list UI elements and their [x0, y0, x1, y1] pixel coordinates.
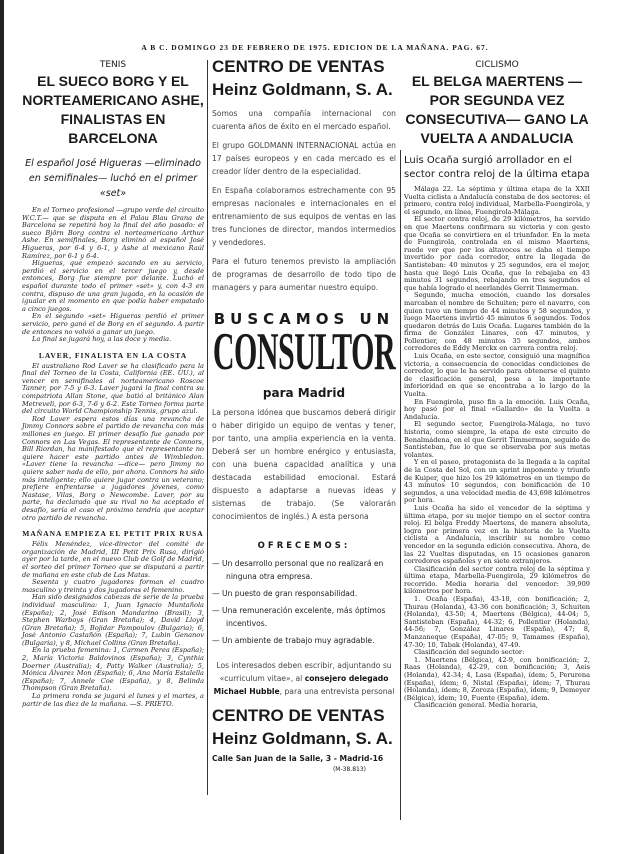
paragraph: Rod Laver espera estos días una revancha de Jimmy Connors sobre el partido de revancha con más millones en juego. El primer desafío fue ganado por Connors en Las Vegas. El representante de Connors, Bill Riordan, ha manifestado que el representante no quiere hacer este partido antes de Wimbledon. «Laver tiene la revancha —dice— pero Jimmy no quiere saber nada de ello, por ahora. Connors ha sido más inteligente; ello quiere jugar contra un veterano; prefiere enfrentarse a jugadores jóvenes, como Nastase, Vilas, Borg o Newcombe. Laver, por su parte, ha declarado que su rival no ha aceptado el desafío, sería el caso el próximo tendría que aceptar otro partido de revancha.	[22, 414, 204, 522]
job-advertisement	[212, 55, 396, 773]
paragraph: En la prueba femenina: 1, Carmen Perea (España); 2, María Victoria Baldovinos (España); 3, Cynthia Doerner (Australia); 4, Patty Walker (Australia); 5, Mónica Álvarez Mon (España); 6, Ana María Estalella (España); 7, Annele Coe (España), y 8, Belinda Thompson (Gran Bretaña).	[22, 646, 204, 693]
ad-reference-code: (M-38.813)	[332, 766, 366, 773]
section-label: CICLISMO	[475, 60, 519, 70]
ad-paragraph: En España colaboramos estrechamente con 95 empresas nacionales e internacionales en el entrenamiento de sus equipos de ventas en las tres funciones de director, mandos intermedios y vendedores.	[212, 186, 396, 247]
ad-offer-item: — Un ambiente de trabajo muy agradable.	[212, 636, 375, 645]
ad-paragraph: Para el futuro tenemos previsto la ampliación de programas de desarrollo de todo tipo de managers y para aumentar nuestro equipo.	[212, 257, 396, 292]
tennis-article	[22, 57, 204, 708]
ad-profile: La persona idónea que buscamos deberá dirigir o haber dirigido un equipo de ventas y tener, por tanto, una amplia experiencia en la venta. Deberá ser un hombre enérgico y entusiasta, con una buena capacidad analítica y una destacada estabilidad emocional. Estará dispuesto a adaptarse a nuevas ideas y sistemas de trabajo. (Se valorarán conocimientos de inglés.) A esta persona	[212, 408, 396, 521]
ad-paragraph: El grupo GOLDMANN INTERNACIONAL actúa en 17 países europeos y en cada mercado es el creador líder dentro de la especialidad.	[212, 141, 396, 176]
paragraph: En el Torneo profesional —grupo verde del circuito W.C.T.— que se disputa en el Palau Blau Grana de Barcelona se repetirá hoy la final del año pasado: el sueco Björn Borg contra el norteamericano Arthur Ashe. En semifinales, Borg eliminó al español José Higueras, por 6-4 y 6-1, y Ashe al mexicano Raúl Ramírez, por 6-1 y 6-4.	[22, 206, 204, 260]
contact-text: , para una entrevista personal	[279, 687, 395, 696]
paragraph: Sesenta y cuatro jugadores forman el cuadro masculino y treinta y dos jugadoras el femenino.	[22, 578, 204, 594]
paragraph: Higueras, que empezó sacando en su servicio, perdió el servicio en el tercer juego y, desde entonces, Borg fue siempre por delante. Luchó el español durante todo el primer «set» y, con 4-3 en contra, dispuso de una gran jugada, en la ocasión de igualar en el momento en que podía haber empatado a cinco juegos.	[22, 259, 204, 313]
ad-position-title: CONSULTOR	[212, 323, 396, 381]
column-rule	[207, 60, 208, 795]
article-headline: EL BELGA MAERTENS —POR SEGUNDA VEZ CONSECUTIVA— GANO LA VUELTA A ANDALUCIA	[405, 73, 589, 146]
paragraph: En Fuengirola, puso fin a la emoción. Luis Ocaña, hoy pasó por el final «Gallardo» de la Vuelta a Andalucía.	[404, 397, 590, 421]
ad-offer-item: — Un desarrollo personal que no realizará en ninguna otra empresa.	[212, 559, 384, 581]
paragraph: 1. Maertens (Bélgica), 42-9, con bonificación; 2, Raas (Holanda), 42-29, con bonificación; 3, Aeis (Holanda), 42-34; 4, Lasa (España), ídem; 5, Perurena (España), ídem; 6, Nistal (España), ídem; 7, Thurau (Holanda), ídem; 8, Zoroza (España), ídem; 9, Demeyer (Bélgica), ídem; 10, Fuente (España), ídem.	[404, 655, 590, 702]
contact-text: Los interesados deben escribir, adjuntando su «curriculum vitae», al	[216, 661, 392, 683]
page-edge	[0, 0, 4, 854]
paragraph: Félix Menéndez, vice-director del comité de organización de Madrid, III Petit Prix Rusa, dirigió ayer por la tarde, en el nuevo Club de Golf de Madrid, el sorteo del primer Torneo que se disputará a partir de mañana en este club de Las Matas.	[22, 540, 204, 579]
masthead: A B C. DOMINGO 23 DE FEBRERO DE 1975. EDICION DE LA MAÑANA. PAG. 67.	[141, 43, 489, 52]
paragraph: El sector contra reloj, de 29 kilómetros, ha servido en que Maertens confirmara su victoria y con gesto que Ocaña se convirtiera en el triunfador. En la meta de Fuengirola, controlada en el mismo Maertens, ruede ver que por los altavoces se daba el tiempo invertido por cada corredor, entre la llegada de Santisteban: 40 minutos y 25 segundos, era el mejor, hasta que llegó Luis Ocaña, que lo rebajaba en 43 minutos 31 segundos, rebajando en tres segundos el que había logrado el neerlandés Gerrit Timmerman.	[404, 215, 590, 292]
paragraph: El segundo sector, Fuengirola-Málaga, no tuvo historia, como siempre, la etapa de este circuito de Benalmádena, en el que Gerrit Timmerman, seguido de Santisteban, fue lo que se observaba por sus metas volantes.	[404, 420, 590, 459]
subheading: LAVER, FINALISTA EN LA COSTA	[38, 350, 188, 360]
paragraph: Luis Ocaña ha sido el vencedor de la séptima y última etapa, por su mejor tiempo en el sector contra reloj. El belga Freddy Maertens, de manera absoluta, logra por primera vez en la historia de la Vuelta ciclista a Andalucía, inscribir su nombre como vencedor en la segunda edición consecutiva. Ahora, de las 22 Vueltas disputadas, en 15 ocasiones ganaron corredores españoles y en siete extranjeros.	[404, 503, 590, 566]
column-rule	[400, 150, 401, 820]
ad-offers-heading: OFRECEMOS:	[257, 541, 351, 551]
paragraph: Clasificación del segundo sector:	[414, 648, 525, 657]
ad-footer-title: CENTRO DE VENTAS	[212, 706, 385, 725]
ad-paragraph: Somos una compañía internacional con cuarenta años de éxito en el mercado español.	[212, 109, 396, 131]
ad-company-title: CENTRO DE VENTAS	[212, 57, 385, 76]
paragraph: Y en el paseo, protagonista de la llegada a la capital de la Costa del Sol, con un sprint imponente y triunfo de Kuiper, que hizo los 29 kilómetros en un tiempo de 43 minutos 10 segundos, con bonificación de 10 segundos, a una velocidad media de 43,698 kilómetros por hora.	[404, 458, 590, 505]
paragraph: Clasificación general. Media horaria,	[414, 701, 538, 710]
subheading: MAÑANA EMPIEZA EL PETIT PRIX RUSA	[22, 529, 204, 539]
cycling-article	[404, 57, 590, 710]
ad-location: para Madrid	[262, 386, 346, 400]
paragraph: Málaga 22. La séptima y última etapa de la XXII Vuelta ciclista a Andalucía constaba de dos sectores: el primero, contra reloj individual, Marbella-Fuengirola, y el segundo, en línea, Fuengirola-Málaga.	[404, 185, 590, 216]
ad-company-name: Heinz Goldmann, S. A.	[212, 80, 393, 99]
paragraph: Han sido designados cabezas de serie de la prueba individual masculina: 1, Juan Ignacio Muntañola (España); 2, José Edison Mandarino (Brasil); 3, Stephen Warboys (Gran Bretaña); 4, David Lloyd (Gran Bretaña); 5, Bojidar Pampoulov (Bulgaria); 6, José Antonio Castañón (España); 7, Lubin Genanov (Bulgaria), y 8, Michael Collins (Gran Bretaña).	[22, 593, 204, 647]
paragraph: La primera ronda se jugará el lunes y el martes, a partir de las diez de la mañana. —S. PRIETO.	[22, 692, 204, 708]
article-headline: EL SUECO BORG Y EL NORTEAMERICANO ASHE, FINALISTAS EN BARCELONA	[22, 73, 204, 146]
article-subtitle: El español José Higueras —eliminado en semifinales— luchó en el primer «set»	[25, 158, 201, 199]
ad-footer-company: Heinz Goldmann, S. A.	[212, 729, 393, 748]
paragraph: Segundo, mucha emoción, cuando los dorsales marcaban el nombre de Schuiten; pero el navarro, con quien tuvo un tiempo de 44 minutos y 58 segundos, y luego Maertens invirtió 45 minutos 6 segundos. Todos quedaron detrás de Luis Ocaña. Lugares también de la firma de González Linares, con 47 minutos, y Pollentier, con 48 minutos 35 segundos, ambos corredores de Eddy Merckx en carrera contra reloj.	[404, 291, 590, 353]
ad-position-block	[212, 323, 396, 386]
paragraph: El australiano Rod Laver se ha clasificado para la final del Torneo de la Costa, California (EE. UU.), al vencer en semifinales al norteamericano Roscoe Tanner, por 7-5 y 6-3. Laver jugará la final contra su compatriota Allan Stone, que batió al británico Alan Metreveli, por 6-3, 7-6 y 6-2. Este Torneo forma parte del circuito World Championship Tennis, grupo azul.	[22, 361, 204, 416]
paragraph: Luis Ocaña, en este sector, consiguió una magnífica victoria, a consecuencia de conocidas condiciones de corredor, lo que le ha servido para obtenerse el quinto de clasificación general, pese a la importante inferioridad en que se encontraba a lo largo de la Vuelta.	[404, 352, 590, 399]
paragraph: Clasificación del sector contra reloj de la séptima y última etapa, Marbella-Fuengirola, 29 kilómetros de recorrido. Media horaria del vencedor: 39,909 kilómetros por hora.	[404, 564, 590, 596]
contact-person: consejero delegado Michael Hubble	[213, 674, 389, 696]
ad-offer-item: — Una remuneración excelente, más óptimos incentivos.	[212, 606, 386, 628]
ad-offer-item: — Un puesto de gran responsabilidad.	[212, 589, 358, 598]
paragraph: La final se jugará hoy, a las doce y media.	[32, 335, 172, 344]
section-label: TENIS	[99, 60, 127, 70]
ad-contact	[212, 659, 396, 698]
ad-address: Calle San Juan de la Salle, 3 - Madrid-16	[212, 754, 384, 763]
paragraph: 1. Ocaña (España), 43-18, con bonificación; 2, Thurau (Holanda), 43-36 con bonificación; 3, Schuiten (Holanda), 43-50; 4, Maertens (Bélgica), 44-04; 5, Santisteban (España), 44-32; 6, Pollentier (Holanda), 44-56; 7, González Linares (España), 47; 8, Manzaneque (España), 47-05; 9, Tamames (España), 47-30; 10, Tabak (Holanda), 47-49.	[404, 595, 590, 649]
paragraph: En el segundo «set» Higueras perdió el primer servicio, pero ganó el de Borg en el segundo. A partir de entonces no volvió a ganar un juego.	[22, 312, 204, 336]
article-subtitle: Luis Ocaña surgió arrollador en el sector contra reloj de la última etapa	[404, 155, 590, 180]
ad-buscamos: BUSCAMOS UN	[213, 310, 395, 328]
